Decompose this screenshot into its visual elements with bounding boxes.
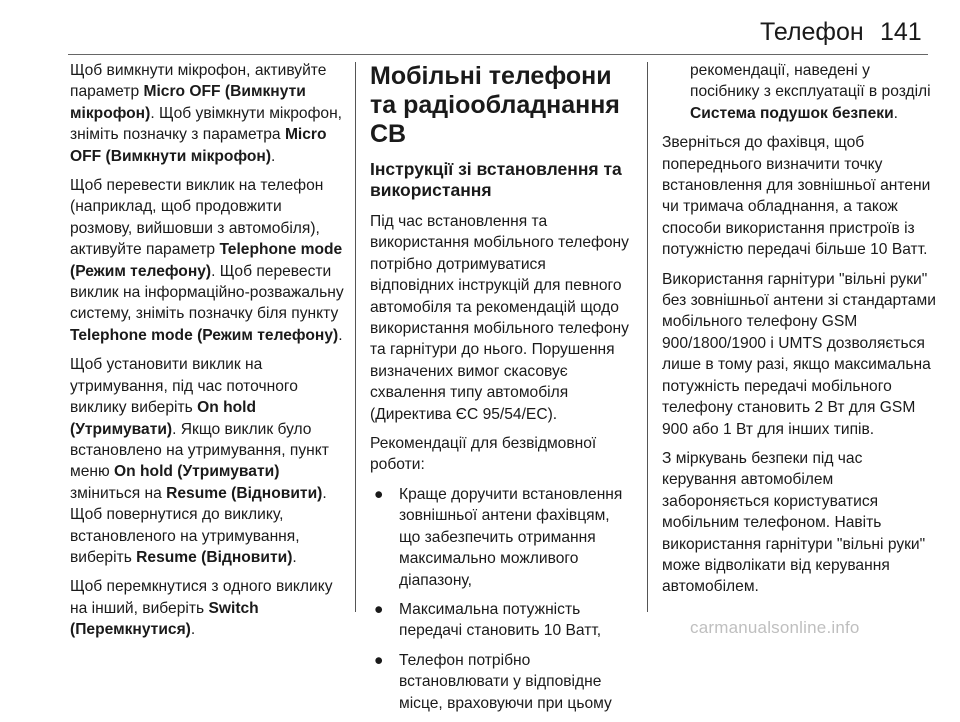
text: . Якщо виклик було встановлено на утримування, пункт меню: [70, 420, 329, 481]
list-item-text: Краще доручити встановлення зовнішньої антени фахівцям, що забезпечить отримання максимально можливого діапазону,: [399, 485, 623, 589]
column-divider-1: [355, 62, 356, 612]
column-1: [70, 60, 346, 649]
paragraph-safety: З міркувань безпеки під час керування автомобілем забороняється користуватися мобільним телефоном. Навіть використання гарнітури "вільні руки" може відволікати від керування автомобілем.: [662, 449, 926, 596]
reference-airbag-system: Система подушок безпеки: [690, 104, 894, 122]
paragraph-telephone-mode: [70, 175, 346, 346]
text: . Щоб перевести виклик на інформаційно-розважальну систему, зніміть позначку біля пункту: [70, 262, 344, 323]
option-telephone-mode: Telephone mode (Режим телефону): [70, 326, 339, 344]
paragraph-handsfree: Використання гарнітури "вільні руки" без зовнішньої антени зі стандартами мобільного телефону GSM 900/1800/1900 і UMTS дозволяється лише в тому разі, якщо максимальна потужність передачі мобільного телефону становить 2 Вт для GSM 900 або 1 Вт для інших типів.: [662, 270, 936, 438]
paragraph-specialist: Зверніться до фахівця, щоб попереднього визначити точку встановлення для зовнішньої антени чи тримача обладнання, а також способи використання пристроїв із потужністю передачі більше 10 Ватт.: [662, 134, 931, 259]
recommendations-list: [370, 484, 634, 714]
paragraph-on-hold: [70, 354, 346, 568]
paragraph-recommendations: Рекомендації для безвідмовної роботи:: [370, 435, 597, 474]
list-item: [370, 484, 634, 591]
header-rule: [68, 54, 928, 55]
text: Щоб установити виклик на утримування, під час поточного виклику виберіть: [70, 356, 298, 417]
column-3: [662, 60, 938, 606]
section-title: Телефон: [760, 18, 864, 46]
text: . Щоб увімкнути мікрофон, зніміть позначку з параметра: [70, 104, 343, 144]
option-micro-off: Micro OFF (Вимкнути мікрофон): [70, 126, 327, 165]
option-telephone-mode: Telephone mode (Режим телефону): [70, 241, 343, 280]
page-number: 141: [880, 18, 922, 46]
bullet-icon: ●: [374, 600, 384, 618]
option-resume: Resume (Відновити): [166, 484, 323, 502]
text: Щоб перевести виклик на телефон (наприклад, щоб продовжити розмову, вийшовши з автомобіля), активуйте параметр: [70, 177, 324, 259]
list-item-continuation: [662, 60, 938, 124]
text: .: [338, 326, 343, 344]
option-on-hold: On hold (Утримувати): [70, 399, 256, 438]
list-item-text: Телефон потрібно встановлювати у відповідне місце, враховуючи при цьому: [399, 651, 612, 712]
text: рекомендації, наведені у посібнику з експлуатації в розділі: [690, 62, 931, 101]
list-item: [370, 650, 634, 714]
paragraph-switch: [70, 576, 346, 640]
text: .: [292, 548, 297, 566]
column-divider-2: [647, 62, 648, 612]
bullet-icon: ●: [374, 651, 384, 669]
option-switch: Switch (Перемкнутися): [70, 599, 259, 639]
watermark: carmanualsonline.info: [690, 618, 860, 637]
section-heading: Мобільні телефони та радіообладнання CB: [370, 62, 620, 148]
text: .: [190, 621, 196, 639]
text: .: [893, 104, 898, 122]
list-item: [370, 599, 634, 642]
column-2: [370, 60, 634, 722]
text: .: [271, 147, 276, 165]
text: . Щоб повернутися до виклику, встановленого на утримування, виберіть: [70, 484, 327, 566]
subsection-heading: Інструкції зі встановлення та використання: [370, 159, 622, 200]
paragraph-installation: Під час встановлення та використання мобільного телефону потрібно дотримуватися відповідних інструкцій для певного автомобіля та рекомендацій щодо використання мобільного телефону та гарнітури до нього. Порушення визначених вимог скасовує схвалення типу автомобіля (Директива ЄС 95/54/EC).: [370, 213, 629, 423]
page-header: [0, 0, 960, 56]
option-on-hold: On hold (Утримувати): [114, 463, 280, 481]
list-item-text: Максимальна потужність передачі становить 10 Ватт,: [399, 600, 602, 640]
text: зміниться на: [70, 484, 167, 502]
option-resume: Resume (Відновити): [136, 548, 293, 566]
option-micro-off: Micro OFF (Вимкнути мікрофон): [70, 83, 306, 122]
bullet-icon: ●: [374, 485, 384, 503]
paragraph-micro-off: [70, 60, 346, 167]
text: Щоб перемкнутися з одного виклику на інший, виберіть: [70, 578, 333, 617]
text: Щоб вимкнути мікрофон, активуйте параметр: [70, 62, 327, 101]
